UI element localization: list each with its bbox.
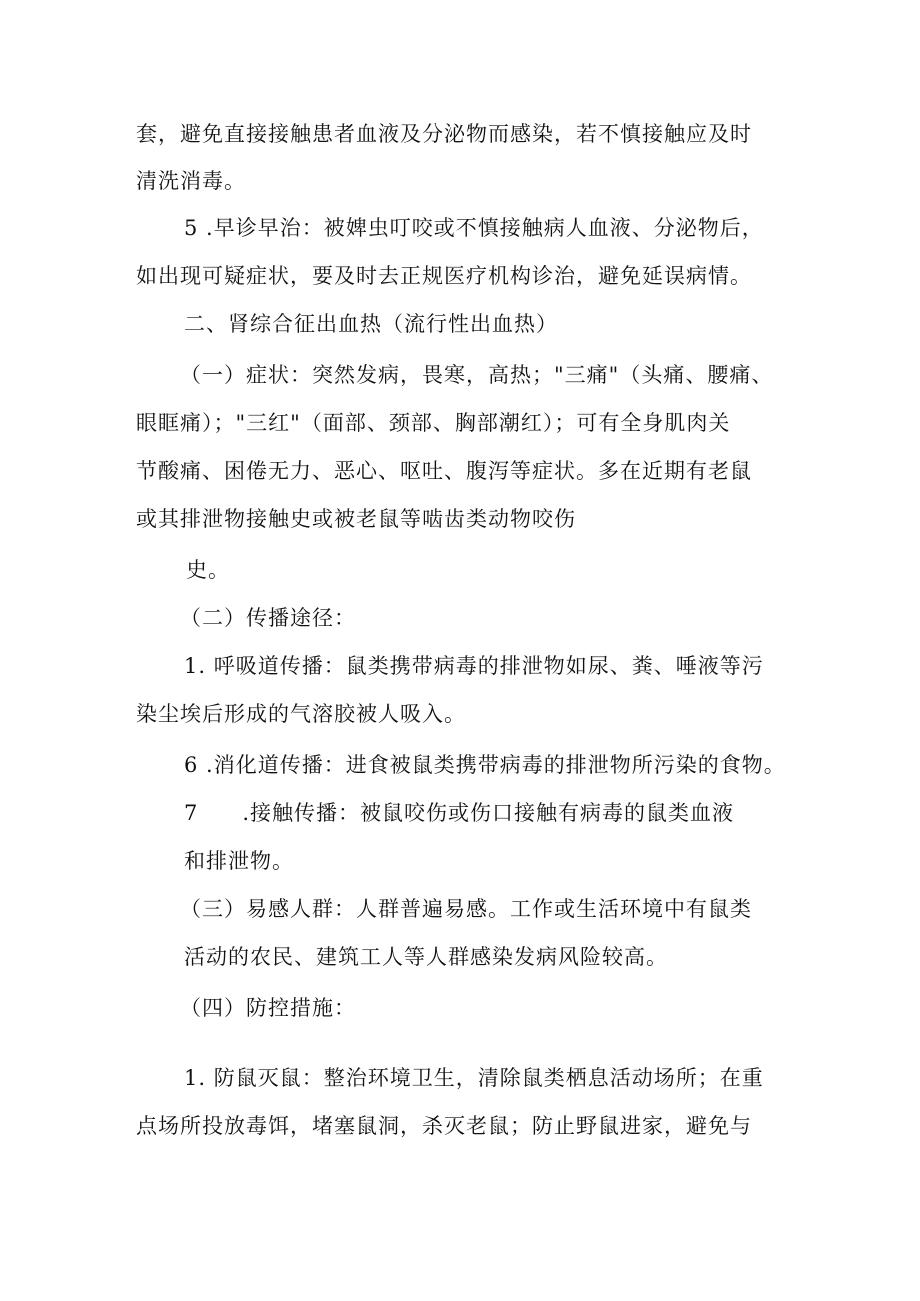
text-line: 点场所投放毒饵，堵塞鼠洞，杀灭老鼠；防止野鼠进家，避免与 — [136, 1114, 752, 1138]
text-line: 和排泄物。 — [184, 849, 294, 873]
subsection-heading: （四）防控措施： — [180, 996, 356, 1020]
text-line: 1. 防鼠灭鼠：整治环境卫生，清除鼠类栖息活动场所；在重 — [184, 1066, 764, 1090]
text-line: 眼眶痛）；"三红"（面部、颈部、胸部潮红）；可有全身肌肉关 — [136, 411, 731, 435]
text-line: 5 .早诊早治：被婢虫叮咬或不慎接触病人血液、分泌物后， — [184, 216, 764, 240]
text-line: 节酸痛、困倦无力、恶心、呕吐、腹泻等症状。多在近期有老鼠 — [136, 459, 752, 483]
text-line: 史。 — [186, 558, 230, 582]
text-line: （三）易感人群：人群普遍易感。工作或生活环境中有鼠类 — [180, 897, 752, 921]
text-line: 套，避免直接接触患者血液及分泌物而感染，若不慎接触应及时 — [136, 122, 752, 146]
text-line: 1. 呼吸道传播：鼠类携带病毒的排泄物如尿、粪、唾液等污 — [184, 654, 764, 678]
text-line: （一）症状：突然发病，畏寒，高热；"三痛"（头痛、腰痛、 — [180, 363, 774, 387]
text-line: 活动的农民、建筑工人等人群感染发病风险较高。 — [184, 945, 668, 969]
text-line: 如出现可疑症状，要及时去正规医疗机构诊治，避免延误病情。 — [136, 264, 752, 288]
text-line: 或其排泄物接触史或被老鼠等啮齿类动物咬伤 — [136, 507, 576, 531]
text-line: 7 .接触传播：被鼠咬伤或伤口接触有病毒的鼠类血液 — [184, 801, 735, 825]
text-line: 染尘埃后形成的气溶胶被人吸入。 — [136, 702, 466, 726]
section-heading: 二、肾综合征出血热（流行性出血热） — [184, 312, 558, 336]
text-line: 清洗消毒。 — [136, 169, 246, 193]
subsection-heading: （二）传播途径： — [180, 606, 356, 630]
text-line: 6 .消化道传播：进食被鼠类携带病毒的排泄物所污染的食物。 — [184, 753, 786, 777]
